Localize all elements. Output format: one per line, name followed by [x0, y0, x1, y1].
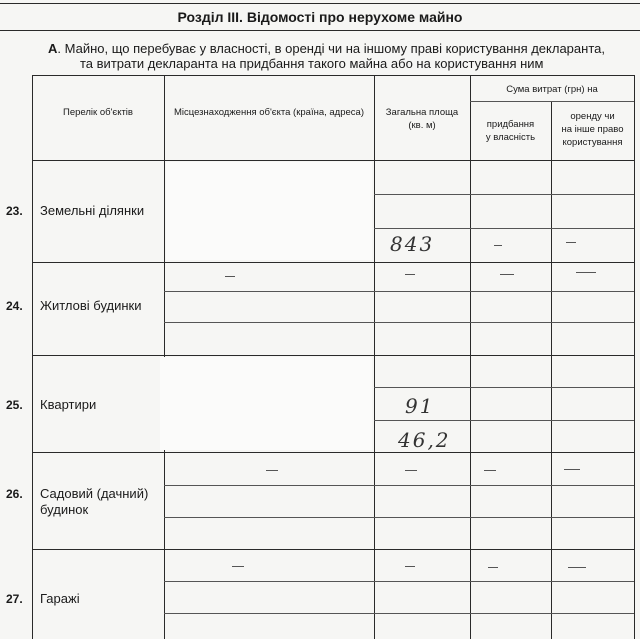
header-location: Місцезнаходження об'єкта (країна, адреса): [174, 107, 364, 118]
row-23-label: Земельні ділянки: [40, 203, 145, 218]
row-26-bottom-line: [32, 549, 634, 550]
header-top-line: [32, 75, 634, 76]
row-25-bottom-line: [32, 452, 634, 453]
section-title: Розділ ІІІ. Відомості про нерухоме майно: [177, 9, 463, 25]
header-bottom-line: [32, 160, 634, 161]
redacted-address-row-23: [166, 162, 372, 260]
row-26-number: 26.: [6, 487, 23, 501]
header-rent-line-2: на інше право: [561, 124, 624, 135]
row-24-location-dash: [225, 276, 235, 277]
row-26-location-dash: [266, 470, 278, 471]
row-23-subline-2: [374, 228, 634, 229]
subsection-letter: А: [48, 41, 58, 56]
row-24-label: Житлові будинки: [40, 298, 142, 313]
row-26-area-dash: [405, 470, 417, 471]
col-line-rent-left: [551, 101, 552, 639]
row-26-subline-2: [164, 517, 634, 518]
row-25-area-value-1: 91: [405, 394, 435, 418]
row-26-label: [40, 486, 148, 518]
row-25-subline-1: [374, 387, 634, 388]
subsection-text-1: . Майно, що перебуває у власності, в оренді чи на іншому праві користування декларанта,: [57, 41, 605, 56]
header-objects: Перелік об'єктів: [63, 107, 133, 118]
row-25-subline-2: [374, 420, 634, 421]
row-26-label-line-2: будинок: [40, 502, 89, 517]
row-23-number: 23.: [6, 204, 23, 218]
row-24-subline-2: [164, 322, 634, 323]
redacted-address-row-25: [160, 357, 372, 450]
row-24-purchase-dash: [500, 274, 514, 275]
row-26-rent-dash: [564, 469, 580, 470]
row-27-subline-1: [164, 581, 634, 582]
row-24-area-dash: [405, 274, 415, 275]
header-rent-line-3: користування: [562, 137, 623, 148]
row-26-label-line-1: Садовий (дачний): [40, 486, 149, 501]
header-rent-line-1: оренду чи: [570, 111, 615, 122]
row-26-purchase-dash: [484, 470, 496, 471]
col-line-right: [634, 75, 635, 639]
row-26-subline-1: [164, 485, 634, 486]
row-27-number: 27.: [6, 592, 23, 606]
header-purchase-line-1: придбання: [486, 119, 535, 130]
header-rent: [551, 110, 634, 149]
row-27-subline-2: [164, 613, 634, 614]
row-25-number: 25.: [6, 398, 23, 412]
row-24-subline-1: [164, 291, 634, 292]
expenses-header-divider: [470, 101, 634, 102]
row-25-label: Квартири: [40, 397, 97, 412]
row-27-label: Гаражі: [40, 591, 80, 606]
row-27-area-dash: [405, 566, 415, 567]
row-23-purchase-dash: [494, 245, 502, 246]
row-24-number: 24.: [6, 299, 23, 313]
row-23-bottom-line: [32, 262, 634, 263]
header-expenses: Сума витрат (грн) на: [506, 84, 598, 95]
title-top-border: [0, 3, 640, 4]
row-27-location-dash: [232, 566, 244, 567]
subsection-line-1: [48, 41, 605, 56]
header-purchase-line-2: у власність: [485, 132, 536, 143]
title-bottom-border: [0, 30, 640, 31]
header-area-line-2: (кв. м): [408, 120, 436, 131]
row-24-rent-dash: [576, 272, 596, 273]
row-24-bottom-line: [32, 355, 634, 356]
row-25-area-value-2: 46,2: [398, 428, 451, 452]
row-27-purchase-dash: [488, 567, 498, 568]
row-27-rent-dash: [568, 567, 586, 568]
header-purchase: [470, 118, 551, 144]
header-area-line-1: Загальна площа: [385, 107, 459, 118]
row-23-subline-1: [374, 194, 634, 195]
row-23-rent-dash: [566, 242, 576, 243]
row-23-area-value: 843: [390, 232, 435, 256]
header-area: [374, 106, 470, 132]
subsection-line-2: та витрати декларанта на придбання такого майна або на користування ним: [80, 56, 544, 71]
